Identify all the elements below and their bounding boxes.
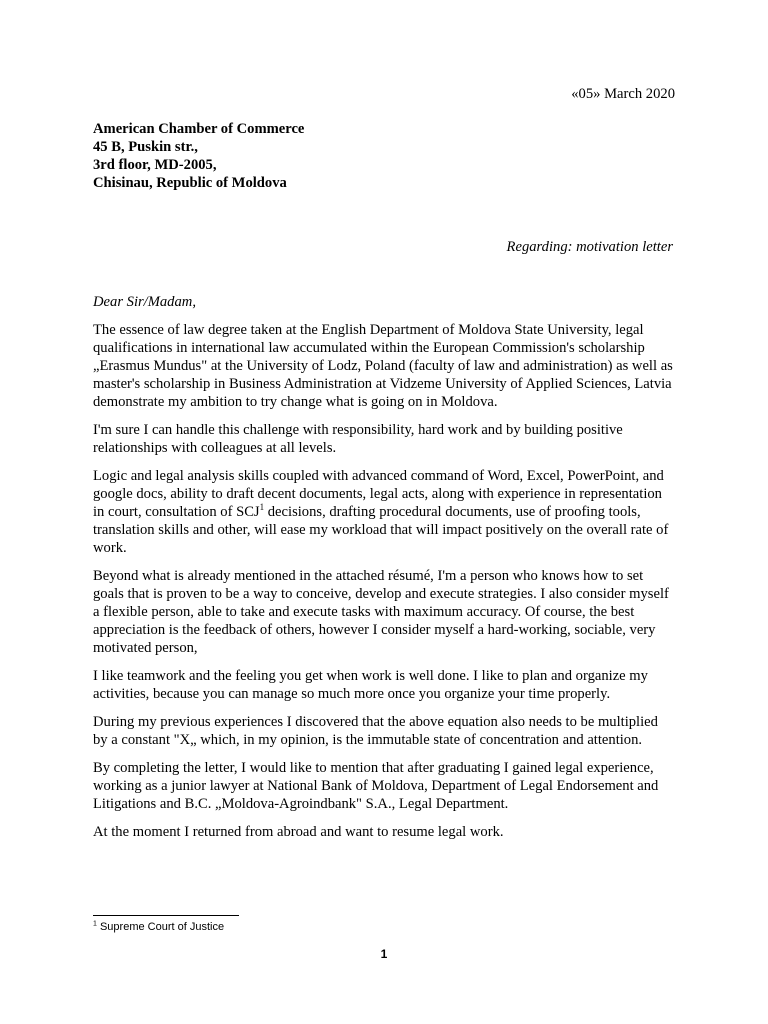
paragraph-closing: At the moment I returned from abroad and want to resume legal work. [93,824,504,840]
paragraph-skills-part1: Logic and legal analysis skills coupled with advanced command of Word, Excel, PowerPoint, and google docs, ability to draft decent documents, legal acts, along with experience in representation in court, consultation of SCJ [93,468,664,520]
footnote-separator [93,915,239,916]
recipient-city: Chisinau, Republic of Moldova [93,175,287,191]
recipient-floor: 3rd floor, MD-2005, [93,157,217,173]
paragraph-challenge: I'm sure I can handle this challenge with responsibility, hard work and by building positive relationships with colleagues at all levels. [93,422,623,456]
paragraph-education: The essence of law degree taken at the English Department of Moldova State University, legal qualifications in international law accumulated within the European Commission's scholarship „Erasmus Mundus" at the University of Lodz, Poland (faculty of law and administration) as well as master's scholarship in Business Administration at Vidzeme University of Applied Sciences, Latvia demonstrate my ambition to try change what is going on in Moldova. [93,322,673,410]
recipient-address [93,120,304,192]
paragraph-personality: Beyond what is already mentioned in the attached résumé, I'm a person who knows how to set goals that is proven to be a way to conceive, develop and execute strategies. I also consider myself a flexible person, able to take and execute tasks with maximum accuracy. Of course, the best appreciation is the feedback of others, however I consider myself a hard-working, sociable, very motivated person, [93,568,669,656]
footnote-text: Supreme Court of Justice [96,921,225,933]
salutation: Dear Sir/Madam, [93,294,196,310]
recipient-street: 45 B, Puskin str., [93,139,198,155]
paragraph-work-experience: By completing the letter, I would like to mention that after graduating I gained legal experience, working as a junior lawyer at National Bank of Moldova, Department of Legal Endorsement and Litigations and B.C. „Moldova-Agroindbank" S.A., Legal Department. [93,760,659,812]
letter-body [93,293,675,851]
footnote-number: 1 [93,920,97,928]
letter-date: «05» March 2020 [571,86,675,102]
footnote-reference: 1 [259,502,265,513]
paragraph-teamwork: I like teamwork and the feeling you get when work is well done. I like to plan and organize my activities, because you can manage so much more once you organize your time properly. [93,668,648,702]
subject-line: Regarding: motivation letter [506,239,673,255]
paragraph-experience-equation: During my previous experiences I discovered that the above equation also needs to be multiplied by a constant "X„ which, in my opinion, is the immutable state of concentration and attention. [93,714,658,748]
page-number: 1 [380,947,388,961]
footnote [93,921,224,933]
paragraph-skills [93,467,675,557]
paragraph-skills-part2: decisions, drafting procedural documents, use of proofing tools, translation skills and other, will ease my workload that will impact positively on the overall rate of work. [93,504,669,556]
recipient-organization: American Chamber of Commerce [93,121,305,137]
